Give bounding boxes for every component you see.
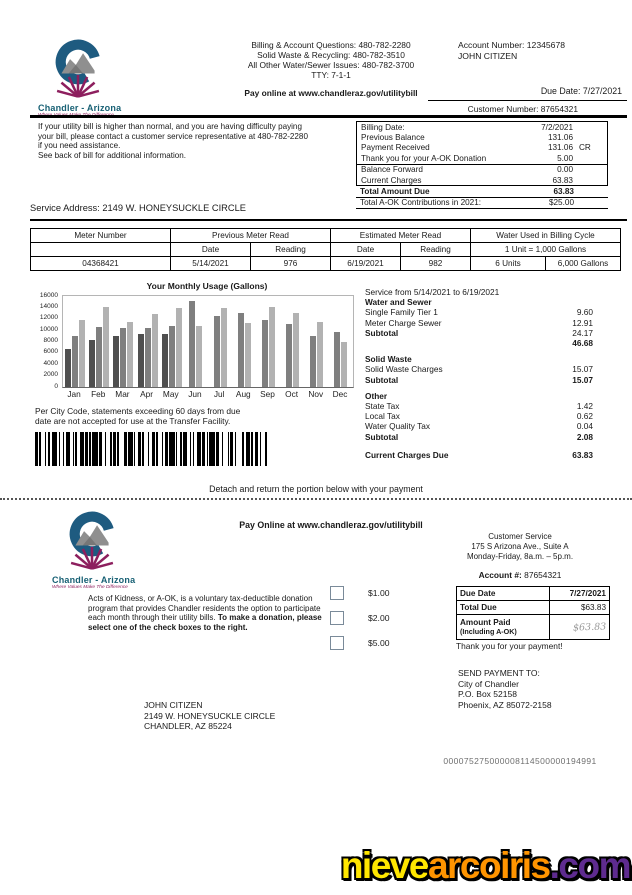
usage-bar xyxy=(113,336,119,387)
chandler-logo-stub xyxy=(52,508,164,590)
watermark xyxy=(341,845,630,887)
customer-number: Customer Number: 87654321 xyxy=(467,104,578,114)
service-address: Service Address: 2149 W. HONEYSUCKLE CIRCLE xyxy=(30,203,246,213)
usage-bar xyxy=(72,336,78,387)
text-line: Solid Waste & Recycling: 480-782-3510 xyxy=(257,50,405,60)
text-line: Customer Service xyxy=(488,532,552,541)
charges-detail xyxy=(365,287,593,460)
text-line: Phoenix, AZ 85072-2158 xyxy=(458,699,552,710)
bar-group xyxy=(87,296,111,387)
usage-bar xyxy=(341,342,347,387)
customer-service-block xyxy=(430,532,610,561)
current-charges-due-value: 63.83 xyxy=(572,449,593,460)
meter-data-row xyxy=(31,257,621,271)
bar-group xyxy=(160,296,184,387)
text-line: if you need assistance. xyxy=(38,141,121,151)
bar-group xyxy=(184,296,208,387)
total-amount-due-label: Total Amount Due xyxy=(360,187,430,197)
due-date: Due Date: 7/27/2021 xyxy=(540,86,622,96)
charge-section-title: Solid Waste xyxy=(365,354,412,365)
usage-bar xyxy=(310,336,316,387)
charge-item-row: State Tax 1.42 xyxy=(365,400,593,411)
x-tick-label: Sep xyxy=(260,389,275,399)
text-line: All Other Water/Sewer Issues: 480-782-3700 xyxy=(247,60,415,70)
unit-note: 1 Unit = 1,000 Gallons xyxy=(471,243,621,257)
stub-account-label: Account #: xyxy=(478,570,522,580)
billing-summary-box xyxy=(356,121,608,209)
col-estimated-read: Estimated Meter Read xyxy=(331,229,471,243)
bar-group xyxy=(208,296,232,387)
y-tick-label: 4000 xyxy=(43,359,58,367)
text-line: JOHN CITIZEN xyxy=(144,700,203,710)
text-line: See back of bill for additional information. xyxy=(38,150,187,160)
donation-checkbox[interactable] xyxy=(330,636,344,650)
x-tick-label: Jun xyxy=(188,389,202,399)
subcol-reading2: Reading xyxy=(401,243,471,257)
amount-paid-label: Amount Paid (Including A-OK) xyxy=(457,615,550,640)
bar-group xyxy=(305,296,329,387)
billing-summary-row: Balance Forward 0.00 xyxy=(361,165,573,175)
chandler-logo xyxy=(38,36,150,118)
chandler-logo-graphic xyxy=(52,508,132,570)
x-tick-label: Mar xyxy=(115,389,130,399)
usage-bar xyxy=(293,313,299,387)
y-tick-label: 8000 xyxy=(43,337,58,344)
col-water-used: Water Used in Billing Cycle xyxy=(471,229,621,243)
stub-account-number xyxy=(430,570,610,580)
usage-bar xyxy=(238,313,244,387)
usage-bar xyxy=(152,314,158,387)
aok-contributions-row xyxy=(356,198,608,209)
chart-x-axis xyxy=(62,389,352,399)
usage-bar xyxy=(189,301,195,387)
usage-bar xyxy=(286,324,292,387)
current-charges-due-label: Current Charges Due xyxy=(365,449,449,460)
total-amount-due-value: 63.83 xyxy=(553,187,574,197)
billing-summary-row: Thank you for your A-OK Donation 5.00 xyxy=(357,153,607,164)
due-date-label: Due Date xyxy=(457,587,550,601)
donation-amount-label: $1.00 xyxy=(368,587,390,598)
donation-checkbox[interactable] xyxy=(330,586,344,600)
charge-section-title: Water and Sewer xyxy=(365,297,432,308)
y-tick-label: 2000 xyxy=(43,371,58,379)
est-reading: 982 xyxy=(401,257,471,271)
units-used: 6 Units xyxy=(471,257,546,271)
stub-pay-online-text: Pay Online at www.chandleraz.gov/utilitybill xyxy=(239,520,423,530)
text-line: CHANDLER, AZ 85224 xyxy=(144,721,232,732)
high-bill-notice xyxy=(38,122,358,160)
billing-summary-row: Previous Balance 131.06 xyxy=(361,133,573,143)
usage-bar xyxy=(89,340,95,387)
subcol-reading: Reading xyxy=(251,243,331,257)
bar-group xyxy=(232,296,256,387)
detach-perforation-line xyxy=(0,498,632,500)
scanline-number: 000075275000008114500000194991 xyxy=(443,756,597,766)
meter-header-row xyxy=(31,229,621,243)
bar-group xyxy=(329,296,353,387)
usage-bar xyxy=(65,349,71,387)
text-line: your bill, please contact a customer service representative at 480-782-2280 xyxy=(38,131,308,141)
chart-plot-area xyxy=(62,295,354,388)
billing-summary-row: Billing Date: 7/2/2021 xyxy=(361,122,573,132)
bar-group xyxy=(136,296,160,387)
text-line: date are not accepted for use at the Transfer Facility. xyxy=(35,416,231,426)
donation-options xyxy=(330,586,390,661)
text-line: P.O. Box 52158 xyxy=(458,689,517,700)
stub-account-value: 87654321 xyxy=(524,570,562,580)
aok-contributions-value: $25.00 xyxy=(548,198,574,208)
x-tick-label: Jul xyxy=(213,389,225,399)
account-block xyxy=(458,40,565,61)
usage-bar xyxy=(245,323,251,387)
usage-bar xyxy=(176,308,182,387)
gallons-used: 6,000 Gallons xyxy=(546,257,621,271)
monthly-usage-chart xyxy=(30,281,362,403)
bar-group xyxy=(111,296,135,387)
logo-name: Chandler - Arizona xyxy=(38,103,122,113)
detach-instruction: Detach and return the portion below with your payment xyxy=(209,484,423,494)
usage-bar xyxy=(196,326,202,387)
mailing-address-block xyxy=(144,700,275,732)
text-line: If your utility bill is higher than normal, and you are having difficulty paying xyxy=(38,122,302,131)
subcol-date: Date xyxy=(171,243,251,257)
logo-tagline: Where Values Make The Difference xyxy=(52,585,128,590)
text-line: 175 S Arizona Ave., Suite A xyxy=(471,541,569,551)
aok-contributions-label: Total A-OK Contributions in 2021: xyxy=(360,198,482,208)
chart-title: Your Monthly Usage (Gallons) xyxy=(146,281,268,291)
total-due-value: $63.83 xyxy=(550,601,610,615)
x-tick-label: Apr xyxy=(140,389,154,399)
charge-item-row: 46.68 xyxy=(572,338,593,349)
header-rule xyxy=(30,115,627,118)
y-tick-label: 0 xyxy=(54,382,58,390)
aok-text-bold: To make a donation, please select one of the check boxes to the right. xyxy=(88,613,322,633)
contact-lines xyxy=(166,40,496,80)
service-period: Service from 5/14/2021 to 6/19/2021 xyxy=(365,287,500,298)
text-line: 2149 W. HONEYSUCKLE CIRCLE xyxy=(144,710,276,721)
donation-amount-label: $2.00 xyxy=(368,612,390,623)
charge-item-row: Subtotal 2.08 xyxy=(365,431,593,442)
usage-bar xyxy=(169,326,175,387)
charge-item-row: Meter Charge Sewer 12.91 xyxy=(365,317,593,328)
meter-subheader-row xyxy=(31,243,621,257)
amount-paid-field[interactable] xyxy=(550,615,610,640)
charge-item-row: Solid Waste Charges 15.07 xyxy=(365,364,593,375)
current-charges-due-row xyxy=(365,450,593,460)
account-number: Account Number: 12345678 xyxy=(458,40,566,50)
city-code-note xyxy=(35,406,240,426)
usage-bar xyxy=(103,307,109,387)
chandler-logo-graphic xyxy=(38,36,118,98)
meter-table xyxy=(30,228,621,271)
col-previous-read: Previous Meter Read xyxy=(171,229,331,243)
customer-number-rule xyxy=(428,100,627,101)
service-address-rule xyxy=(30,219,627,221)
y-tick-label: 10000 xyxy=(39,325,58,333)
text-line: Billing & Account Questions: 480-782-2280 xyxy=(251,40,411,50)
charge-section-title: Other xyxy=(365,390,388,401)
charge-section xyxy=(365,354,593,385)
x-tick-label: Feb xyxy=(91,389,106,399)
charge-section xyxy=(365,391,593,442)
amount-paid-row xyxy=(457,615,610,640)
charge-item-row: Single Family Tier 1 9.60 xyxy=(365,307,593,318)
x-tick-label: Oct xyxy=(285,389,299,399)
prev-date: 5/14/2021 xyxy=(171,257,251,271)
total-due-row xyxy=(457,601,610,615)
usage-bar xyxy=(317,322,323,387)
usage-bar xyxy=(262,320,268,387)
total-due-label: Total Due xyxy=(457,601,550,615)
charge-item-row: Local Tax 0.62 xyxy=(365,411,593,422)
usage-bar xyxy=(269,307,275,387)
x-tick-label: Dec xyxy=(332,389,348,399)
donation-amount-label: $5.00 xyxy=(368,637,390,648)
usage-bar xyxy=(96,327,102,387)
x-tick-label: Aug xyxy=(235,389,251,399)
charge-section xyxy=(365,297,593,348)
donation-option-row xyxy=(330,636,390,649)
charge-item-row: Subtotal 15.07 xyxy=(365,374,593,385)
usage-bar xyxy=(138,334,144,387)
pay-online-text: Pay online at www.chandleraz.gov/utilitybill xyxy=(244,88,418,98)
y-tick-label: 6000 xyxy=(43,348,58,356)
text-line: Per City Code, statements exceeding 60 days from due xyxy=(35,406,241,416)
thank-you-text: Thank you for your payment! xyxy=(456,641,563,651)
usage-bar xyxy=(145,328,151,387)
usage-bar xyxy=(127,322,133,387)
prev-reading: 976 xyxy=(251,257,331,271)
est-date: 6/19/2021 xyxy=(331,257,401,271)
text-line: Monday-Friday, 8a.m. – 5p.m. xyxy=(466,551,574,561)
send-payment-block xyxy=(458,668,552,710)
donation-option-row xyxy=(330,586,390,599)
text-line: TTY: 7-1-1 xyxy=(311,70,351,80)
payment-summary-table xyxy=(456,586,610,640)
donation-option-row xyxy=(330,611,390,624)
usage-bar xyxy=(120,328,126,387)
x-tick-label: Nov xyxy=(308,389,324,399)
charge-item-row: Subtotal 24.17 xyxy=(365,327,593,338)
watermark-part3: .com xyxy=(549,845,630,886)
watermark-part1: nieve xyxy=(340,845,428,886)
usage-bar xyxy=(221,308,227,387)
logo-name: Chandler - Arizona xyxy=(52,575,136,585)
total-amount-due-row xyxy=(356,186,608,197)
usage-bar xyxy=(79,320,85,387)
billing-summary-row: Current Charges 63.83 xyxy=(361,175,573,185)
bar-group xyxy=(256,296,280,387)
billing-summary-rows xyxy=(356,121,608,186)
watermark-part2: arcoiris xyxy=(427,845,550,886)
text-line: SEND PAYMENT TO: xyxy=(458,668,540,678)
aok-text: Acts of Kidness, or A-OK, is a voluntary tax-deductible donation program that provides Chandler residents the option to participate each month through their utility bills. xyxy=(88,594,321,623)
y-tick-label: 14000 xyxy=(39,302,58,310)
barcode xyxy=(35,432,270,466)
usage-bar xyxy=(334,332,340,387)
donation-checkbox[interactable] xyxy=(330,611,344,625)
y-tick-label: 12000 xyxy=(39,314,58,322)
bar-group xyxy=(63,296,87,387)
charge-item-row: Water Quality Tax 0.04 xyxy=(365,421,593,432)
aok-donation-paragraph xyxy=(88,594,328,633)
customer-name: JOHN CITIZEN xyxy=(458,50,518,61)
usage-bar xyxy=(162,334,168,387)
meter-number: 04368421 xyxy=(31,257,171,271)
due-date-row xyxy=(457,587,610,601)
usage-bar xyxy=(214,316,220,387)
billing-summary-row: Payment Received 131.06 CR xyxy=(361,143,591,153)
text-line: City of Chandler xyxy=(458,678,519,689)
x-tick-label: May xyxy=(162,389,179,399)
subcol-date2: Date xyxy=(331,243,401,257)
due-date-value: 7/27/2021 xyxy=(550,587,610,601)
bar-group xyxy=(281,296,305,387)
x-tick-label: Jan xyxy=(67,389,81,399)
y-tick-label: 16000 xyxy=(39,291,58,299)
handwritten-amount: $63.83 xyxy=(572,620,607,634)
col-meter-number: Meter Number xyxy=(31,229,171,243)
